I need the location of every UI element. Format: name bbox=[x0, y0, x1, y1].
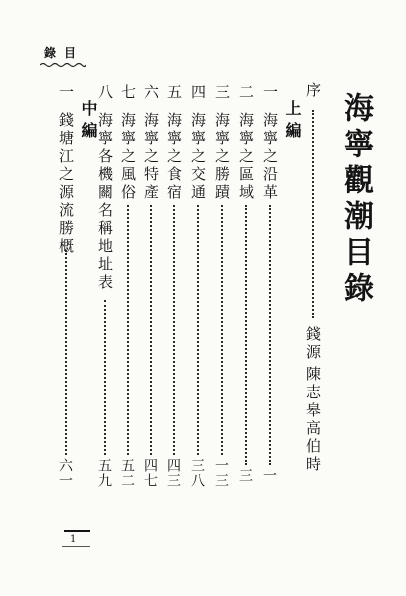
chapter-number: 七 bbox=[119, 84, 137, 102]
folio-number: 1 bbox=[70, 534, 78, 545]
folio-rule bbox=[64, 530, 90, 532]
dot-leader bbox=[150, 205, 154, 455]
toc-entry bbox=[238, 84, 253, 202]
preface-label: 序 bbox=[304, 82, 322, 100]
page-number: 一 bbox=[261, 468, 277, 483]
toc-entry bbox=[58, 84, 73, 256]
page-number: 四三 bbox=[165, 458, 181, 488]
toc-entry bbox=[166, 84, 181, 202]
chapter-number: 二 bbox=[237, 84, 255, 102]
page-number: 三八 bbox=[189, 458, 205, 488]
book-title: 海寧觀潮目錄 bbox=[338, 92, 373, 308]
chapter-number: 八 bbox=[96, 84, 114, 102]
chapter-title: 海寧之食宿 bbox=[165, 112, 183, 202]
chapter-title: 海寧之勝蹟 bbox=[213, 112, 231, 202]
page-number: 一三 bbox=[213, 458, 229, 488]
toc-entry bbox=[190, 84, 205, 202]
chapter-number: 六 bbox=[142, 84, 160, 102]
chapter-title: 海寧之風俗 bbox=[119, 112, 137, 202]
page-number: 五二 bbox=[119, 458, 135, 488]
dot-leader bbox=[127, 205, 131, 455]
dot-leader bbox=[104, 300, 108, 455]
chapter-title: 海寧各機關名稱地址表 bbox=[96, 112, 114, 292]
header-wave-rule bbox=[40, 62, 86, 68]
toc-entry bbox=[97, 84, 112, 292]
page-number: 六一 bbox=[57, 458, 73, 488]
chapter-number: 一 bbox=[57, 84, 75, 102]
page-number: 五九 bbox=[96, 458, 112, 488]
part-label-upper: 上編 bbox=[283, 100, 302, 144]
chapter-title: 錢塘江之源流勝概 bbox=[57, 112, 75, 256]
page-number: 三 bbox=[237, 468, 253, 483]
preface-author: 錢源 bbox=[304, 326, 322, 362]
chapter-title: 海寧之沿革 bbox=[261, 112, 279, 202]
preface-author: 陳志皋 bbox=[304, 366, 322, 420]
dot-leader bbox=[221, 205, 225, 455]
toc-entry bbox=[214, 84, 229, 202]
toc-entry bbox=[120, 84, 135, 202]
dot-leader bbox=[197, 205, 201, 455]
chapter-number: 五 bbox=[165, 84, 183, 102]
dot-leader bbox=[245, 205, 249, 465]
chapter-number: 三 bbox=[213, 84, 231, 102]
dot-leader bbox=[173, 205, 177, 455]
running-header: 錄目 bbox=[44, 46, 85, 60]
chapter-title: 海寧之特產 bbox=[142, 112, 160, 202]
preface-author: 高伯時 bbox=[304, 420, 322, 474]
chapter-title: 海寧之區域 bbox=[237, 112, 255, 202]
page-number: 四七 bbox=[142, 458, 158, 488]
part-label-middle: 中編 bbox=[79, 100, 98, 144]
chapter-title: 海寧之交通 bbox=[189, 112, 207, 202]
chapter-number: 一 bbox=[261, 84, 279, 102]
folio-underline bbox=[62, 546, 90, 547]
dot-leader bbox=[65, 250, 69, 455]
toc-entry bbox=[262, 84, 277, 202]
toc-entry bbox=[143, 84, 158, 202]
preface-leader bbox=[312, 110, 316, 318]
dot-leader bbox=[269, 205, 273, 465]
chapter-number: 四 bbox=[189, 84, 207, 102]
